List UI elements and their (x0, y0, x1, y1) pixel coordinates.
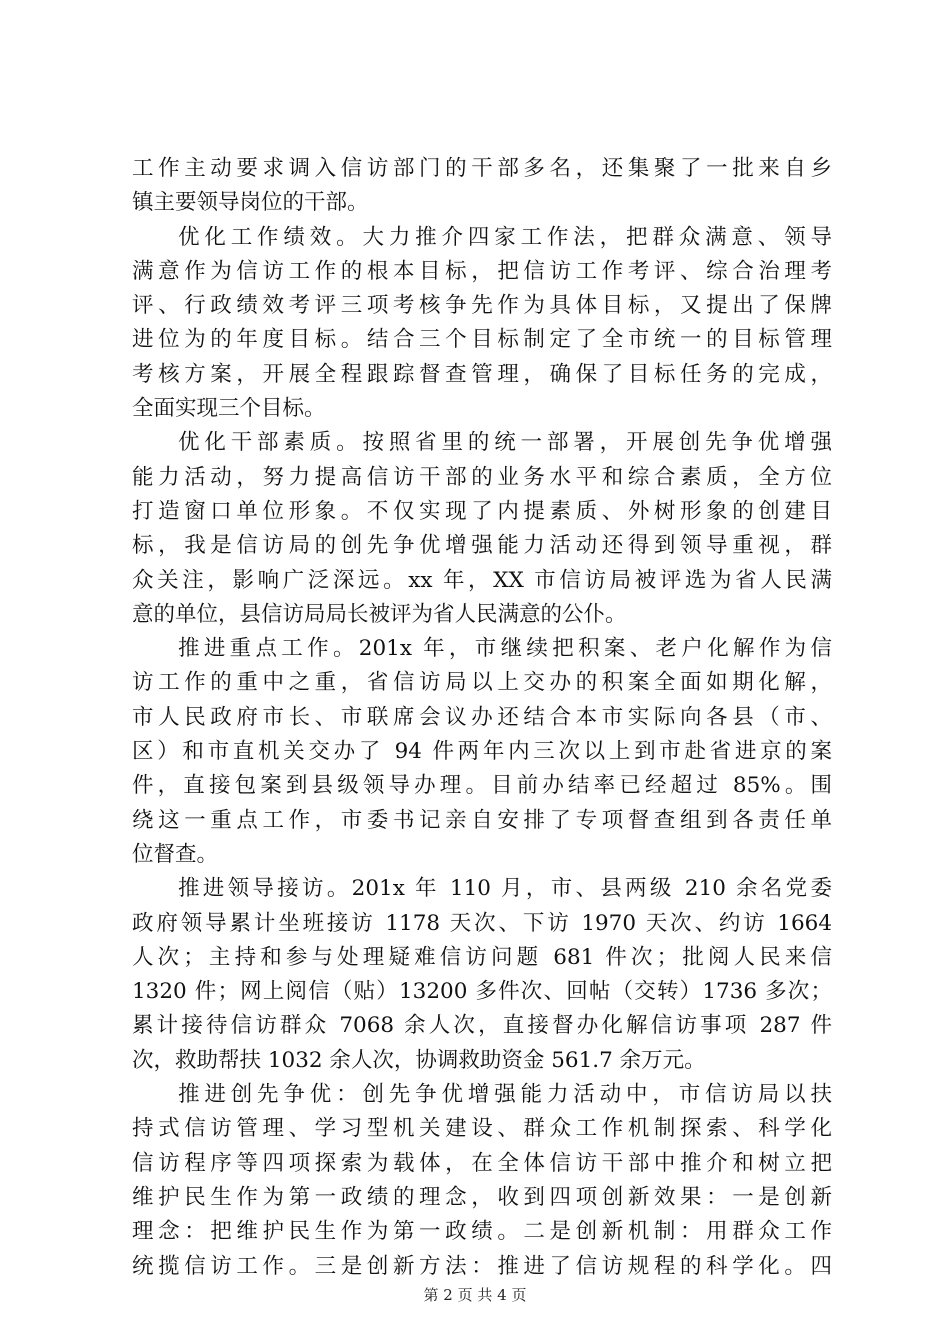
page-footer: 第 2 页 共 4 页 (423, 1286, 527, 1304)
text-line: 次，救助帮扶 1032 余人次，协调救助资金 561.7 余万元。 (132, 1047, 706, 1073)
text-line: 信访程序等四项探索为载体，在全体信访干部中推介和树立把 (132, 1150, 832, 1176)
text-line: 推进创先争优：创先争优增强能力活动中，市信访局以扶 (178, 1082, 832, 1108)
text-line: 累计接待信访群众 7068 余人次，直接督办化解信访事项 287 件 (132, 1013, 832, 1039)
paragraph (132, 872, 832, 1078)
text-line: 推进重点工作。201x 年，市继续把积案、老户化解作为信 (178, 636, 832, 662)
text-line: 访工作的重中之重，省信访局以上交办的积案全面如期化解， (132, 670, 832, 696)
text-line: 镇主要领导岗位的干部。 (132, 190, 369, 216)
text-line: 1320 件；网上阅信（贴）13200 多件次、回帖（交转）1736 多次； (132, 979, 832, 1005)
text-line: 区）和市直机关交办了 94 件两年内三次以上到市赴省进京的案 (132, 739, 832, 765)
text-line: 打造窗口单位形象。不仅实现了内提素质、外树形象的创建目 (132, 498, 832, 524)
text-line: 推进领导接访。201x 年 110 月，市、县两级 210 余名党委 (178, 876, 832, 902)
text-line: 理念：把维护民生作为第一政绩。二是创新机制：用群众工作 (132, 1219, 832, 1245)
text-line: 工作主动要求调入信访部门的干部多名，还集聚了一批来自乡 (132, 156, 832, 181)
text-line: 评、行政绩效考评三项考核争先作为具体目标，又提出了保牌 (132, 293, 832, 319)
text-line: 能力活动，努力提高信访干部的业务水平和综合素质，全方位 (132, 464, 832, 490)
text-line: 全面实现三个目标。 (132, 396, 326, 422)
text-line: 市人民政府市长、市联席会议办还结合本市实际向各县（市、 (132, 704, 832, 730)
text-line: 优化干部素质。按照省里的统一部署，开展创先争优增强 (178, 430, 832, 456)
text-line: 众关注，影响广泛深远。xx 年，XX 市信访局被评选为省人民满 (132, 567, 832, 593)
text-line: 考核方案，开展全程跟踪督查管理，确保了目标任务的完成， (132, 361, 832, 387)
text-line: 优化工作绩效。大力推介四家工作法，把群众满意、领导 (178, 224, 832, 250)
paragraph (132, 426, 832, 632)
text-line: 持式信访管理、学习型机关建设、群众工作机制探索、科学化 (132, 1116, 832, 1142)
text-line: 统揽信访工作。三是创新方法：推进了信访规程的科学化。四 (132, 1253, 832, 1279)
text-line: 进位为的年度目标。结合三个目标制定了全市统一的目标管理 (132, 327, 832, 353)
text-line: 意的单位，县信访局局长被评为省人民满意的公仆。 (132, 601, 627, 627)
paragraph (132, 152, 832, 221)
text-line: 绕这一重点工作，市委书记亲自安排了专项督查组到各责任单 (132, 807, 832, 833)
text-line: 政府领导累计坐班接访 1178 天次、下访 1970 天次、约访 1664 (132, 910, 832, 936)
text-line: 维护民生作为第一政绩的理念，收到四项创新效果：一是创新 (132, 1184, 832, 1210)
text-line: 位督查。 (132, 841, 219, 867)
text-line: 标，我是信访局的创先争优增强能力活动还得到领导重视，群 (132, 533, 832, 559)
paragraph (132, 221, 832, 427)
document-body (132, 152, 832, 1284)
text-line: 人次；主持和参与处理疑难信访问题 681 件次；批阅人民来信 (132, 944, 832, 970)
paragraph (132, 632, 832, 872)
text-line: 满意作为信访工作的根本目标，把信访工作考评、综合治理考 (132, 258, 832, 284)
paragraph (132, 1078, 832, 1284)
text-line: 件，直接包案到县级领导办理。目前办结率已经超过 85%。围 (132, 773, 832, 799)
